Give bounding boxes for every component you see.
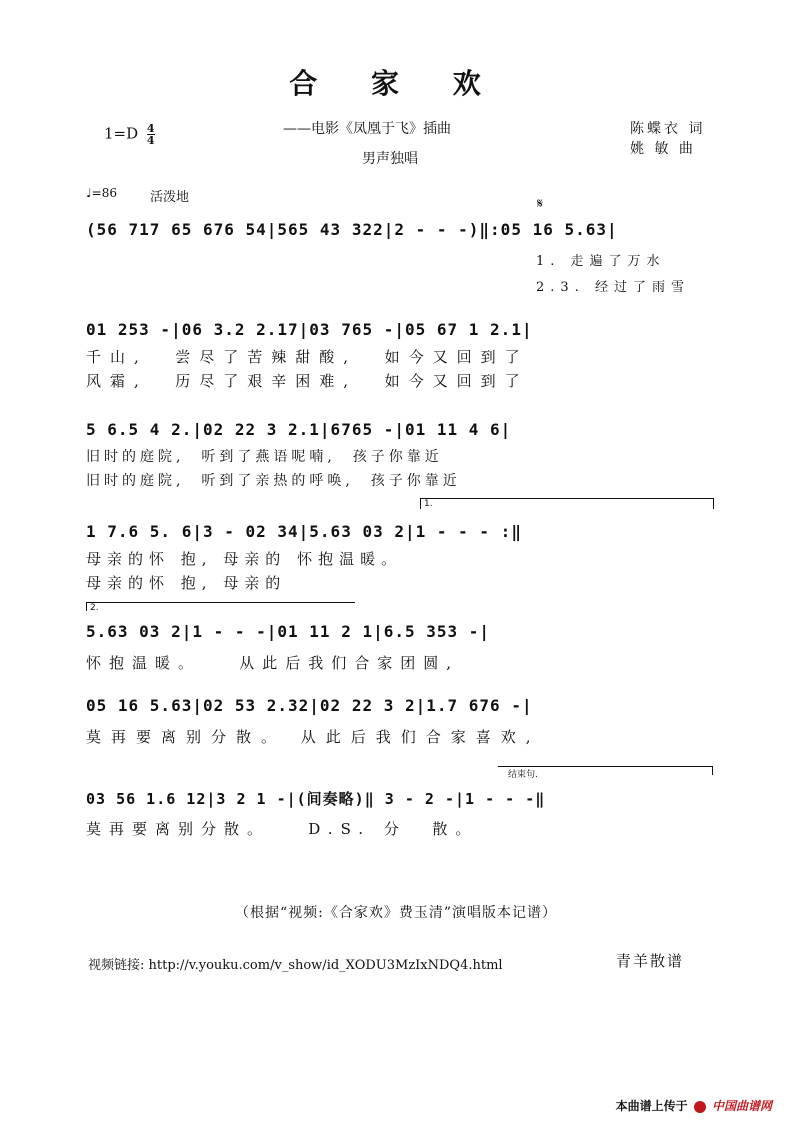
footer-brand[interactable]: 中国曲谱网 — [711, 1099, 772, 1113]
second-ending-bracket — [86, 602, 355, 611]
footer-upload-text: 本曲谱上传于 — [615, 1099, 688, 1113]
site-logo-icon — [694, 1101, 706, 1113]
lyric-verse-1: 旧时的庭院, 听到了燕语呢喃, 孩子你靠近 — [86, 449, 443, 465]
lyricist-credit: 陈蝶衣 词 — [630, 121, 706, 137]
notes: 01 253 -|06 3.2 2.17|03 765 -|05 67 1 2.1| — [86, 320, 533, 339]
notes: 5 6.5 4 2.|02 22 3 2.1|6765 -|01 11 4 6| — [86, 420, 512, 439]
key-label: 1=D — [104, 124, 139, 143]
time-bottom: 4 — [146, 134, 155, 147]
footer — [616, 1097, 772, 1114]
score-line-3 — [86, 420, 726, 490]
coda-bracket — [498, 766, 713, 780]
score-line-2 — [86, 320, 726, 390]
score-line-4 — [86, 522, 726, 592]
song-title: 合 家 欢 — [289, 67, 503, 100]
score-line-1 — [86, 220, 726, 300]
lyric-verse-2: 2.3. 经过了雨雪 — [536, 280, 690, 295]
first-ending-bracket — [420, 498, 714, 509]
first-ending-label: 1. — [424, 499, 433, 509]
lyric-verse-1: 1. 走遍了万水 — [536, 254, 666, 269]
time-signature — [147, 123, 155, 146]
lyric-verse-2: 旧时的庭院, 听到了亲热的呼唤, 孩子你靠近 — [86, 473, 461, 489]
performance-type: 男声独唱 — [362, 151, 418, 167]
coda-label: 结束句. — [508, 770, 538, 780]
notes: 5.63 03 2|1 - - -|01 11 2 1|6.5 353 -| — [86, 622, 491, 641]
segno-icon: 𝄋 — [537, 196, 544, 212]
second-ending-label: 2. — [90, 603, 99, 613]
lyric-verse-1: 母亲的怀 抱, 母亲的 怀抱温暖。 — [86, 550, 403, 568]
lyric-verse-1: 千山, 尝尽了苦辣甜酸, 如今又回到了 — [86, 348, 529, 366]
key-signature — [104, 123, 155, 146]
composer-credit: 姚 敏 曲 — [630, 141, 696, 157]
score-line-7 — [86, 788, 726, 848]
score-line-5 — [86, 622, 726, 682]
expression-mark: 活泼地 — [150, 190, 190, 205]
notes: 1 7.6 5. 6|3 - 02 34|5.63 03 2|1 - - - :‖ — [86, 522, 522, 541]
notes: 05 16 5.63|02 53 2.32|02 22 3 2|1.7 676 -| — [86, 696, 533, 715]
lyric-verse-1: 莫再要离别分散。 D.S. 分 散。 — [86, 820, 479, 838]
lyric-verse-2: 母亲的怀 抱, 母亲的 — [86, 574, 287, 592]
notes: 03 56 1.6 12|3 2 1 -|(间奏略)‖ 3 - 2 -|1 - - -‖ — [86, 790, 546, 808]
subtitle: ——电影《凤凰于飞》插曲 — [283, 121, 451, 137]
time-top: 4 — [146, 122, 155, 135]
signature: 青羊散谱 — [616, 952, 685, 970]
notes: (56 717 65 676 54|565 43 322|2 - - -)‖:05 16 5.63| — [86, 220, 618, 239]
lyric-verse-2: 风霜, 历尽了艰辛困难, 如今又回到了 — [86, 372, 529, 390]
lyric-verse-1: 莫再要离别分散。 从此后我们合家喜欢, — [86, 728, 541, 746]
score-line-6 — [86, 696, 726, 756]
tempo-mark: ♩=86 — [86, 186, 117, 200]
source-note: （根据“视频:《合家欢》费玉清”演唱版本记谱） — [234, 905, 558, 921]
lyric-verse-1: 怀抱温暖。 从此后我们合家团圆, — [86, 654, 460, 672]
video-link[interactable]: 视频链接: http://v.youku.com/v_show/id_XODU3MzIxNDQ4.html — [88, 958, 503, 973]
